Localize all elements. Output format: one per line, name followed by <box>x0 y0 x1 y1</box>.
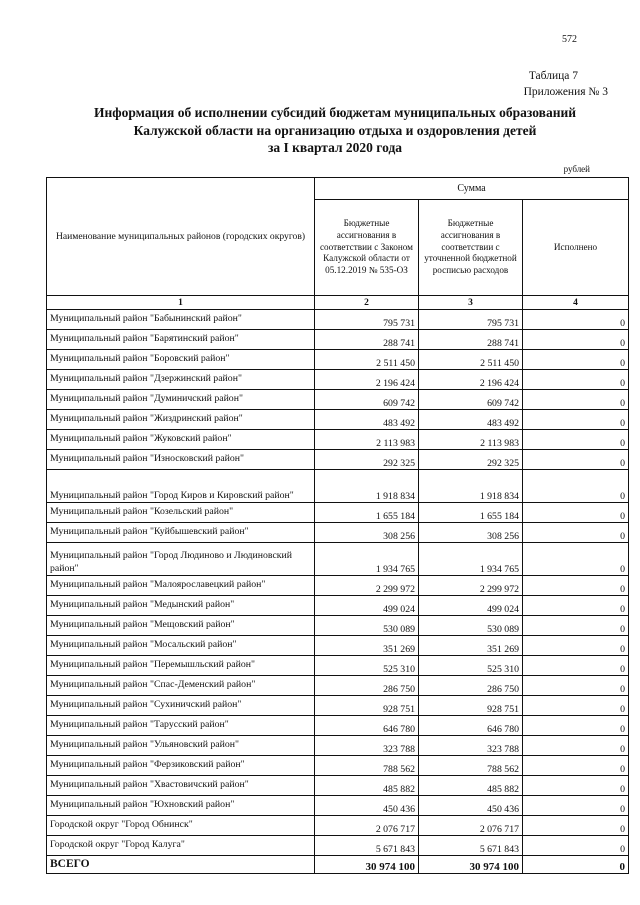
law-allocation-value: 5 671 843 <box>315 836 419 856</box>
law-allocation-value: 2 511 450 <box>315 350 419 370</box>
table-row <box>47 776 629 796</box>
law-allocation-value: 499 024 <box>315 596 419 616</box>
law-allocation-value: 1 918 834 <box>315 470 419 503</box>
table-row <box>47 543 629 576</box>
executed-value: 0 <box>523 576 629 596</box>
refined-allocation-value: 5 671 843 <box>419 836 523 856</box>
title-line: Калужской области на организацию отдыха и оздоровления детей <box>133 122 537 138</box>
page-number: 572 <box>562 34 577 45</box>
law-allocation-value: 646 780 <box>315 716 419 736</box>
table-row <box>47 523 629 543</box>
municipality-name: Муниципальный район "Боровский район" <box>47 350 315 370</box>
currency-note: рублей <box>563 164 590 174</box>
law-allocation-value: 308 256 <box>315 523 419 543</box>
executed-value: 0 <box>523 543 629 576</box>
header-sum-group: Сумма <box>315 178 629 200</box>
refined-allocation-value: 286 750 <box>419 676 523 696</box>
table-row <box>47 370 629 390</box>
municipality-name: Муниципальный район "Город Людиново и Людиновский район" <box>47 543 315 576</box>
table-row <box>47 716 629 736</box>
table-row <box>47 390 629 410</box>
law-allocation-value: 1 934 765 <box>315 543 419 576</box>
municipality-name: Муниципальный район "Медынский район" <box>47 596 315 616</box>
refined-allocation-value: 530 089 <box>419 616 523 636</box>
executed-value: 0 <box>523 370 629 390</box>
header-executed: Исполнено <box>523 200 629 296</box>
table-body <box>47 310 629 874</box>
municipality-name: Муниципальный район "Куйбышевский район" <box>47 523 315 543</box>
executed-value: 0 <box>523 310 629 330</box>
table-row <box>47 410 629 430</box>
refined-allocation-value: 292 325 <box>419 450 523 470</box>
law-allocation-value: 288 741 <box>315 330 419 350</box>
law-allocation-value: 2 196 424 <box>315 370 419 390</box>
refined-allocation-value: 525 310 <box>419 656 523 676</box>
executed-value: 0 <box>523 816 629 836</box>
total-law-allocation: 30 974 100 <box>315 856 419 874</box>
table-label: Таблица 7 <box>528 70 578 82</box>
municipality-name: Муниципальный район "Хвастовичский район" <box>47 776 315 796</box>
municipality-name: Муниципальный район "Город Киров и Кировский район" <box>47 470 315 503</box>
executed-value: 0 <box>523 716 629 736</box>
table-row <box>47 616 629 636</box>
refined-allocation-value: 795 731 <box>419 310 523 330</box>
executed-value: 0 <box>523 696 629 716</box>
municipality-name: Муниципальный район "Думиничский район" <box>47 390 315 410</box>
executed-value: 0 <box>523 836 629 856</box>
refined-allocation-value: 323 788 <box>419 736 523 756</box>
executed-value: 0 <box>523 616 629 636</box>
column-number: 3 <box>419 296 523 310</box>
column-number: 1 <box>47 296 315 310</box>
refined-allocation-value: 2 113 983 <box>419 430 523 450</box>
table-row <box>47 816 629 836</box>
total-executed: 0 <box>523 856 629 874</box>
subsidy-table <box>46 177 629 874</box>
municipality-name: Муниципальный район "Козельский район" <box>47 503 315 523</box>
municipality-name: Муниципальный район "Бабынинский район" <box>47 310 315 330</box>
municipality-name: Муниципальный район "Юхновский район" <box>47 796 315 816</box>
table-row <box>47 330 629 350</box>
refined-allocation-value: 928 751 <box>419 696 523 716</box>
municipality-name: Муниципальный район "Тарусский район" <box>47 716 315 736</box>
executed-value: 0 <box>523 470 629 503</box>
law-allocation-value: 286 750 <box>315 676 419 696</box>
table-row <box>47 503 629 523</box>
law-allocation-value: 485 882 <box>315 776 419 796</box>
refined-allocation-value: 450 436 <box>419 796 523 816</box>
municipality-name: Муниципальный район "Мосальский район" <box>47 636 315 656</box>
municipality-name: Муниципальный район "Перемышльский район" <box>47 656 315 676</box>
title-line: за I квартал 2020 года <box>267 140 403 155</box>
law-allocation-value: 351 269 <box>315 636 419 656</box>
refined-allocation-value: 2 299 972 <box>419 576 523 596</box>
executed-value: 0 <box>523 636 629 656</box>
table-row <box>47 636 629 656</box>
executed-value: 0 <box>523 390 629 410</box>
table-row <box>47 796 629 816</box>
refined-allocation-value: 288 741 <box>419 330 523 350</box>
executed-value: 0 <box>523 736 629 756</box>
municipality-name: Городской округ "Город Обнинск" <box>47 816 315 836</box>
law-allocation-value: 1 655 184 <box>315 503 419 523</box>
refined-allocation-value: 1 934 765 <box>419 543 523 576</box>
law-allocation-value: 292 325 <box>315 450 419 470</box>
law-allocation-value: 928 751 <box>315 696 419 716</box>
header-name-column: Наименование муниципальных районов (городских округов) <box>47 178 315 296</box>
executed-value: 0 <box>523 796 629 816</box>
document-title <box>40 104 630 157</box>
municipality-name: Муниципальный район "Спас-Деменский район" <box>47 676 315 696</box>
header-law-allocations: Бюджетные ассигнования в соответствии с Законом Калужской области от 05.12.2019 № 535-ОЗ <box>315 200 419 296</box>
law-allocation-value: 795 731 <box>315 310 419 330</box>
law-allocation-value: 525 310 <box>315 656 419 676</box>
table-row <box>47 450 629 470</box>
law-allocation-value: 450 436 <box>315 796 419 816</box>
executed-value: 0 <box>523 410 629 430</box>
law-allocation-value: 483 492 <box>315 410 419 430</box>
municipality-name: Муниципальный район "Ульяновский район" <box>47 736 315 756</box>
law-allocation-value: 530 089 <box>315 616 419 636</box>
executed-value: 0 <box>523 350 629 370</box>
municipality-name: Муниципальный район "Дзержинский район" <box>47 370 315 390</box>
table-row <box>47 676 629 696</box>
table-row <box>47 696 629 716</box>
table-row <box>47 596 629 616</box>
municipality-name: Муниципальный район "Жиздринский район" <box>47 410 315 430</box>
refined-allocation-value: 351 269 <box>419 636 523 656</box>
total-refined-allocation: 30 974 100 <box>419 856 523 874</box>
municipality-name: Городской округ "Город Калуга" <box>47 836 315 856</box>
column-number: 2 <box>315 296 419 310</box>
law-allocation-value: 2 299 972 <box>315 576 419 596</box>
refined-allocation-value: 646 780 <box>419 716 523 736</box>
executed-value: 0 <box>523 776 629 796</box>
municipality-name: Муниципальный район "Износковский район" <box>47 450 315 470</box>
municipality-name: Муниципальный район "Сухиничский район" <box>47 696 315 716</box>
refined-allocation-value: 2 196 424 <box>419 370 523 390</box>
refined-allocation-value: 788 562 <box>419 756 523 776</box>
table-row <box>47 350 629 370</box>
table-row <box>47 310 629 330</box>
executed-value: 0 <box>523 596 629 616</box>
municipality-name: Муниципальный район "Жуковский район" <box>47 430 315 450</box>
refined-allocation-value: 1 918 834 <box>419 470 523 503</box>
table-row <box>47 836 629 856</box>
executed-value: 0 <box>523 450 629 470</box>
executed-value: 0 <box>523 430 629 450</box>
law-allocation-value: 788 562 <box>315 756 419 776</box>
refined-allocation-value: 2 511 450 <box>419 350 523 370</box>
law-allocation-value: 609 742 <box>315 390 419 410</box>
municipality-name: Муниципальный район "Мещовский район" <box>47 616 315 636</box>
header-refined-allocations: Бюджетные ассигнования в соответствии с уточненной бюджетной росписью расходов <box>419 200 523 296</box>
executed-value: 0 <box>523 330 629 350</box>
refined-allocation-value: 2 076 717 <box>419 816 523 836</box>
total-row <box>47 856 629 874</box>
table-row <box>47 656 629 676</box>
column-number: 4 <box>523 296 629 310</box>
table-row <box>47 470 629 503</box>
refined-allocation-value: 483 492 <box>419 410 523 430</box>
municipality-name: Муниципальный район "Малоярославецкий район" <box>47 576 315 596</box>
executed-value: 0 <box>523 656 629 676</box>
law-allocation-value: 2 113 983 <box>315 430 419 450</box>
total-label: ВСЕГО <box>47 856 315 874</box>
table-row <box>47 576 629 596</box>
executed-value: 0 <box>523 756 629 776</box>
law-allocation-value: 2 076 717 <box>315 816 419 836</box>
municipality-name: Муниципальный район "Барятинский район" <box>47 330 315 350</box>
refined-allocation-value: 1 655 184 <box>419 503 523 523</box>
executed-value: 0 <box>523 523 629 543</box>
executed-value: 0 <box>523 676 629 696</box>
executed-value: 0 <box>523 503 629 523</box>
table-row <box>47 756 629 776</box>
refined-allocation-value: 485 882 <box>419 776 523 796</box>
refined-allocation-value: 609 742 <box>419 390 523 410</box>
law-allocation-value: 323 788 <box>315 736 419 756</box>
table-row <box>47 430 629 450</box>
refined-allocation-value: 308 256 <box>419 523 523 543</box>
municipality-name: Муниципальный район "Ферзиковский район" <box>47 756 315 776</box>
title-line: Информация об исполнении субсидий бюджетам муниципальных образований <box>93 105 577 120</box>
appendix-label: Приложения № 3 <box>523 86 608 98</box>
refined-allocation-value: 499 024 <box>419 596 523 616</box>
table-row <box>47 736 629 756</box>
